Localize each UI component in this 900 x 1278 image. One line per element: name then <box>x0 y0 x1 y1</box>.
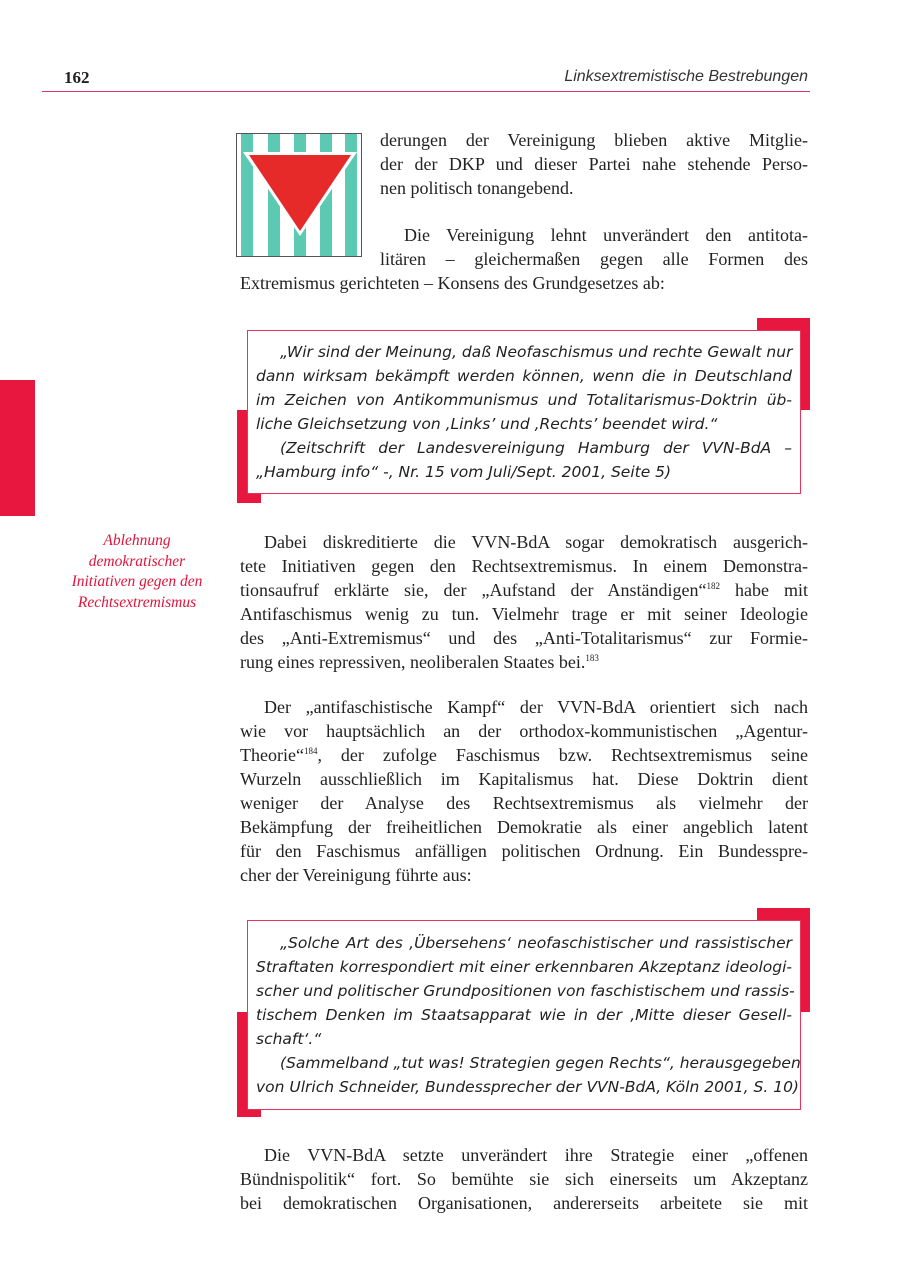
text-line <box>256 388 792 412</box>
paragraph <box>240 1143 808 1215</box>
text-line <box>240 815 808 839</box>
text-line <box>256 1051 801 1075</box>
text-segment: Dabei diskreditierte die VVN-BdA sogar demokratisch ausgerich- <box>264 532 808 552</box>
text-segment: schaft‘.“ <box>256 1030 322 1048</box>
text-segment: im Zeichen von Antikommunismus und Totalitarismus-Doktrin üb- <box>256 391 792 409</box>
text-line <box>240 695 808 719</box>
text-line <box>240 743 808 767</box>
text-line <box>240 602 808 626</box>
footnote-reference: 182 <box>706 581 720 591</box>
text-segment: tischem Denken im Staatsapparat wie in der ‚Mitte dieser Gesell- <box>256 1006 792 1024</box>
text-segment: derungen der Vereinigung blieben aktive Mitglie- <box>380 130 808 150</box>
text-line <box>240 1143 808 1167</box>
paragraph <box>380 128 808 200</box>
text-segment: liche Gleichsetzung von ‚Links’ und ‚Rechts’ beendet wird.“ <box>256 415 718 433</box>
text-line <box>380 223 808 247</box>
text-line <box>380 176 808 200</box>
text-segment: tionsaufruf erklärte sie, der „Aufstand der Anständigen“ <box>240 580 707 600</box>
text-segment: (Sammelband „tut was! Strategien gegen Rechts“, herausgegeben <box>280 1054 801 1072</box>
text-segment: bei demokratischen Organisationen, andererseits arbeitete sie mit <box>240 1193 808 1213</box>
text-segment: , der zufolge Faschismus bzw. Rechtsextremismus seine <box>317 745 808 765</box>
text-segment: von Ulrich Schneider, Bundessprecher der VVN-BdA, Köln 2001, S. 10) <box>256 1078 799 1096</box>
text-segment: Extremismus gerichteten – Konsens des Grundgesetzes ab: <box>240 273 665 293</box>
text-segment: nen politisch tonangebend. <box>380 178 574 198</box>
text-line <box>240 839 808 863</box>
quote-text <box>256 340 792 484</box>
text-line <box>256 979 795 1003</box>
text-line <box>380 128 808 152</box>
text-line <box>256 955 792 979</box>
margin-note <box>52 531 222 613</box>
text-segment: scher und politischer Grundpositionen von faschistischem und rassis- <box>256 982 795 1000</box>
text-segment: cher der Vereinigung führte aus: <box>240 865 472 885</box>
running-title: Linksextremistische Bestrebungen <box>564 68 808 85</box>
text-line <box>256 340 792 364</box>
text-line <box>240 530 808 554</box>
text-segment: der der DKP und dieser Partei nahe stehende Perso- <box>380 154 808 174</box>
text-line <box>240 767 808 791</box>
text-segment: „Wir sind der Meinung, daß Neofaschismus und rechte Gewalt nur <box>280 343 793 361</box>
header-rule <box>42 91 810 92</box>
margin-note-line: Initiativen gegen den <box>71 573 203 590</box>
text-segment: tete Initiativen gegen den Rechtsextremismus. In einem Demonstra- <box>240 556 808 576</box>
paragraph <box>240 695 808 887</box>
text-segment: rung eines repressiven, neoliberalen Staates bei. <box>240 652 586 672</box>
margin-note-line: demokratischer <box>88 552 186 570</box>
quote-text <box>256 931 801 1099</box>
text-line <box>240 1167 808 1191</box>
text-segment: für den Faschismus anfälligen politischen Ordnung. Ein Bundesspre- <box>240 841 808 861</box>
text-segment: weniger der Analyse des Rechtsextremismus als vielmehr der <box>240 793 808 813</box>
text-line <box>256 436 792 460</box>
text-line <box>256 1027 792 1051</box>
text-segment: (Zeitschrift der Landesvereinigung Hamburg der VVN-BdA – <box>280 439 792 457</box>
text-line <box>240 578 808 602</box>
text-line <box>256 1075 799 1099</box>
text-line <box>256 364 792 388</box>
text-segment: dann wirksam bekämpft werden können, wenn die in Deutschland <box>256 367 792 385</box>
text-segment: Der „antifaschistische Kampf“ der VVN-BdA orientiert sich nach <box>264 697 808 717</box>
text-line <box>240 863 808 887</box>
text-segment: „Hamburg info“ -, Nr. 15 vom Juli/Sept. 2001, Seite 5) <box>256 463 672 481</box>
text-segment: habe mit <box>719 580 809 600</box>
text-line <box>240 271 808 295</box>
text-segment: Wurzeln ausschließlich im Kapitalismus hat. Diese Doktrin dient <box>240 769 808 789</box>
margin-note-line: Ablehnung <box>103 532 171 549</box>
side-thumb-tab <box>0 380 35 516</box>
footnote-reference: 183 <box>585 653 599 663</box>
page-number: 162 <box>64 68 90 87</box>
text-line <box>380 152 808 176</box>
text-segment: Bündnispolitik“ fort. So bemühte sie sich einerseits um Akzeptanz <box>240 1169 808 1189</box>
text-segment: des „Anti-Extremismus“ und des „Anti-Totalitarismus“ zur Formie- <box>240 628 808 648</box>
text-line <box>240 719 808 743</box>
text-segment: Straftaten korrespondiert mit einer erkennbaren Akzeptanz ideologi- <box>256 958 792 976</box>
text-line <box>240 650 808 674</box>
text-line <box>380 247 808 271</box>
text-line <box>256 412 792 436</box>
text-line <box>240 791 808 815</box>
text-segment: Antifaschismus wenig zu tun. Vielmehr trage er mit seiner Ideologie <box>240 604 808 624</box>
margin-note-line: Rechtsextremismus <box>77 593 197 611</box>
text-line <box>256 460 792 484</box>
text-line <box>240 554 808 578</box>
paragraph <box>240 530 808 674</box>
text-line <box>240 626 808 650</box>
text-segment: Die Vereinigung lehnt unverändert den antitota- <box>404 225 808 245</box>
paragraph <box>240 223 808 295</box>
text-segment: wie vor hauptsächlich an der orthodox-kommunistischen „Agentur- <box>240 721 808 741</box>
footnote-reference: 184 <box>303 746 318 756</box>
text-segment: Bekämpfung der freiheitlichen Demokratie als einer angeblich latent <box>240 817 808 837</box>
text-line <box>256 931 792 955</box>
text-line <box>256 1003 792 1027</box>
text-line <box>240 1191 808 1215</box>
text-segment: Theorie“ <box>240 745 304 765</box>
text-segment: „Solche Art des ‚Übersehens‘ neofaschistischer und rassistischer <box>280 934 792 952</box>
text-segment: litären – gleichermaßen gegen alle Formen des <box>380 249 808 269</box>
text-segment: Die VVN-BdA setzte unverändert ihre Strategie einer „offenen <box>264 1145 808 1165</box>
